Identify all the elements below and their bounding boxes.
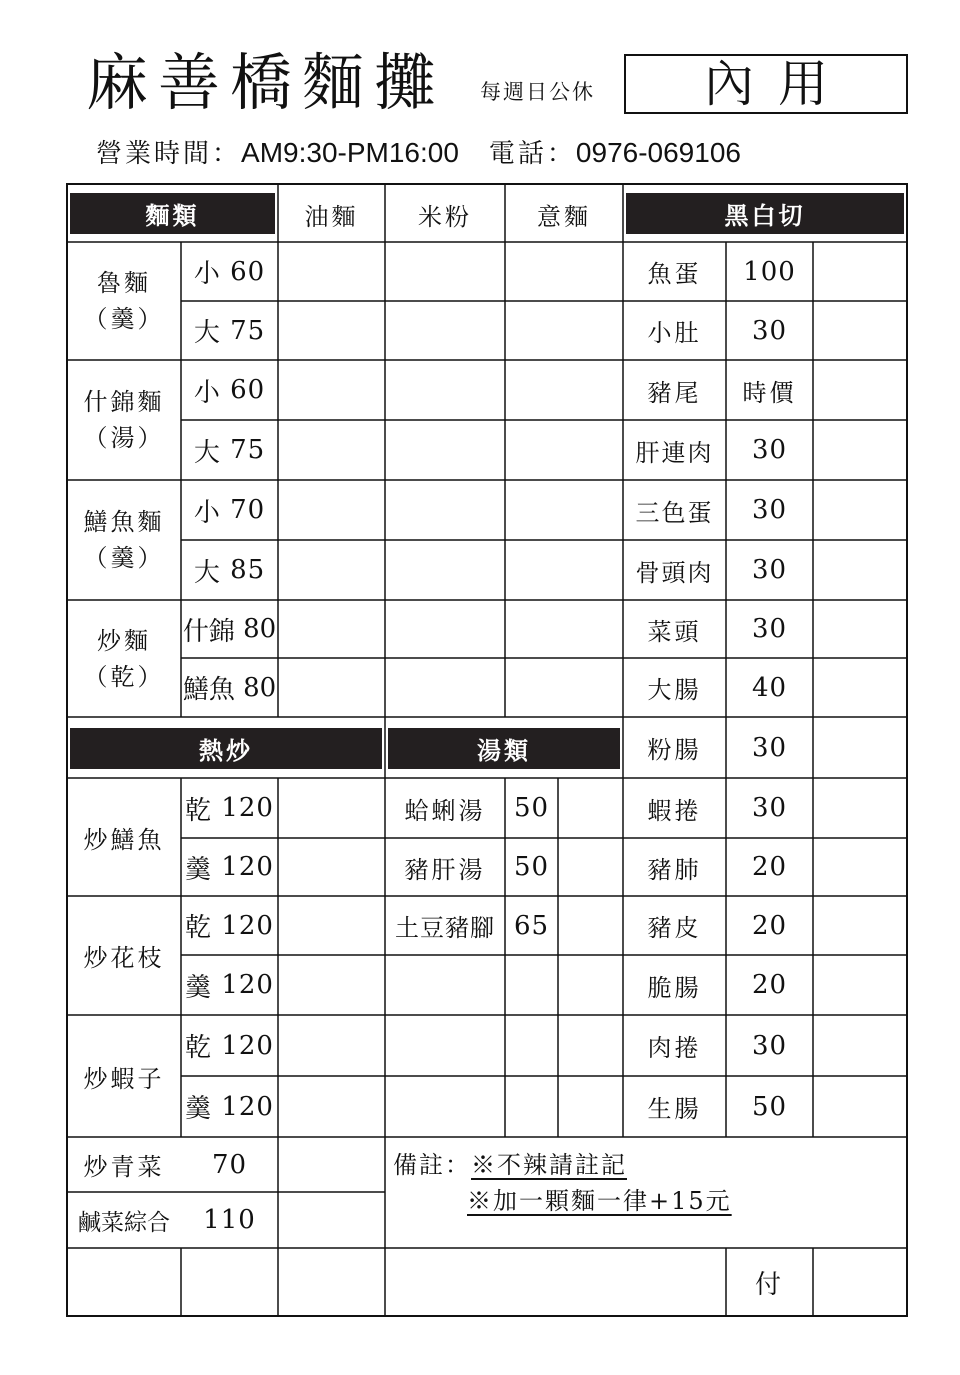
noodle-group-name <box>67 360 181 480</box>
cut-item-price: 30 <box>751 793 788 823</box>
option-price: 80 <box>243 672 277 703</box>
option-price: 120 <box>221 1030 274 1061</box>
stirfry-option <box>181 1076 278 1137</box>
option-price: 75 <box>230 315 266 346</box>
option-size: 小 <box>193 497 221 528</box>
dine-in-badge: 內用 <box>624 54 908 114</box>
option-style: 羹 <box>185 854 213 885</box>
hours-value: AM9:30-PM16:00 <box>241 137 459 168</box>
stirfry-item-name: 炒鱔魚 <box>83 825 165 854</box>
noodle-name: 鱔魚麵 <box>83 508 165 536</box>
notes-label: 備註： <box>393 1151 471 1179</box>
option-style: 乾 <box>185 795 213 826</box>
noodle-option <box>181 540 278 600</box>
restaurant-title: 麻善橋麵攤 <box>86 46 447 119</box>
noodle-style: （羹） <box>83 305 165 333</box>
cut-item-name: 肉捲 <box>647 1034 702 1062</box>
option-style: 乾 <box>185 913 213 943</box>
cut-item-price: 時價 <box>742 378 797 407</box>
cut-item-price: 30 <box>751 495 788 525</box>
note-extra-noodle: ※加一顆麵一律+15元 <box>467 1187 732 1215</box>
noodle-option <box>181 301 278 360</box>
hours-label: 營業時間： <box>96 139 242 169</box>
option-price: 60 <box>230 256 266 287</box>
stirfry-single-price: 110 <box>203 1205 256 1235</box>
option-price: 70 <box>230 495 266 525</box>
cut-item-price: 30 <box>751 555 788 585</box>
stirfry-single-price: 70 <box>211 1149 248 1180</box>
soup-item-price: 50 <box>513 852 550 882</box>
noodle-option <box>181 480 278 540</box>
stirfry-option <box>181 778 278 838</box>
phone-value: 0976-069106 <box>575 137 741 168</box>
notes-box <box>393 1147 732 1219</box>
option-style: 羹 <box>185 972 213 1003</box>
pay-label: 付 <box>754 1269 784 1300</box>
noodle-name: 魯麵 <box>97 269 151 297</box>
noodle-group-name <box>67 242 181 360</box>
cut-item-name: 豬尾 <box>647 378 702 407</box>
cut-item-price: 30 <box>751 315 788 346</box>
noodle-option <box>181 242 278 301</box>
stirfry-option <box>181 838 278 896</box>
cut-item-price: 20 <box>751 910 788 941</box>
noodle-name: 炒麵 <box>97 626 151 655</box>
noodle-group-name <box>67 600 181 717</box>
noodle-style: （湯） <box>83 424 165 452</box>
cut-item-price: 30 <box>751 435 788 465</box>
stirfry-single-name: 炒青菜 <box>83 1153 165 1181</box>
stirfry-item-name: 炒蝦子 <box>83 1064 165 1093</box>
option-price: 120 <box>221 970 274 1000</box>
cut-item-price: 30 <box>751 732 788 763</box>
soup-item-name: 豬肝湯 <box>404 855 486 884</box>
cut-item-price: 20 <box>751 970 788 1000</box>
option-price: 80 <box>243 614 277 644</box>
soup-item-name: 土豆豬腳 <box>395 914 495 942</box>
cut-item-name: 魚蛋 <box>647 260 702 288</box>
option-style: 羹 <box>185 1094 213 1124</box>
closed-day-note: 每週日公休 <box>480 80 595 104</box>
option-size: 大 <box>193 437 221 468</box>
cut-item-name: 三色蛋 <box>635 498 714 527</box>
option-style: 乾 <box>185 1033 213 1063</box>
option-price: 85 <box>230 555 266 585</box>
cut-item-price: 50 <box>751 1091 788 1122</box>
option-price: 120 <box>221 1091 274 1122</box>
noodle-style: （羹） <box>83 544 165 572</box>
noodle-style: （乾） <box>83 662 165 691</box>
option-price: 60 <box>230 375 266 405</box>
noodle-group-name <box>67 480 181 600</box>
cut-item-price: 100 <box>743 256 796 287</box>
cut-item-name: 粉腸 <box>647 736 702 764</box>
phone-label: 電話： <box>488 139 576 169</box>
noodle-option <box>181 420 278 480</box>
cut-item-name: 脆腸 <box>647 973 702 1002</box>
cut-item-name: 骨頭肉 <box>635 558 714 587</box>
column-rice-noodle: 米粉 <box>418 202 472 231</box>
option-size: 大 <box>193 318 221 348</box>
noodles-header: 麵類 <box>70 193 275 234</box>
cut-item-price: 30 <box>751 614 788 644</box>
option-price: 75 <box>230 435 266 465</box>
cut-item-name: 豬肺 <box>647 855 702 884</box>
stirfry-option <box>181 896 278 955</box>
stirfry-single-name: 鹹菜綜合 <box>78 1209 170 1236</box>
option-size: 小 <box>193 377 221 408</box>
note-no-spicy: ※不辣請註記 <box>471 1151 627 1179</box>
option-price: 120 <box>221 852 274 882</box>
stirfry-option <box>181 1015 278 1076</box>
option-size: 什錦 <box>182 616 235 647</box>
noodle-name: 什錦麵 <box>83 388 165 416</box>
soup-item-price: 50 <box>513 793 550 823</box>
option-price: 120 <box>221 793 274 823</box>
cut-item-name: 肝連肉 <box>635 438 714 467</box>
option-price: 120 <box>221 910 274 941</box>
column-yi-noodle: 意麵 <box>537 202 591 231</box>
soups-header: 湯類 <box>388 728 620 769</box>
soup-item-price: 65 <box>513 910 550 941</box>
noodle-option <box>181 360 278 420</box>
cut-item-name: 生腸 <box>647 1095 702 1123</box>
option-size: 鱔魚 <box>182 675 235 705</box>
cut-item-name: 小肚 <box>647 319 702 347</box>
stirfry-header: 熱炒 <box>70 728 382 769</box>
cut-item-price: 20 <box>751 852 788 882</box>
option-size: 小 <box>193 259 221 289</box>
column-oil-noodle: 油麵 <box>304 202 359 231</box>
stirfry-item-name: 炒花枝 <box>83 944 165 972</box>
cuts-header: 黑白切 <box>626 193 904 234</box>
cut-item-name: 菜頭 <box>647 617 702 646</box>
cut-item-price: 40 <box>751 672 788 703</box>
cut-item-name: 大腸 <box>647 676 702 704</box>
stirfry-option <box>181 955 278 1015</box>
cut-item-name: 蝦捲 <box>647 796 702 825</box>
noodle-option <box>181 600 278 658</box>
noodle-option <box>181 658 278 717</box>
option-size: 大 <box>193 557 221 588</box>
soup-item-name: 蛤蜊湯 <box>404 796 486 825</box>
cut-item-name: 豬皮 <box>647 914 702 942</box>
cut-item-price: 30 <box>751 1030 788 1061</box>
